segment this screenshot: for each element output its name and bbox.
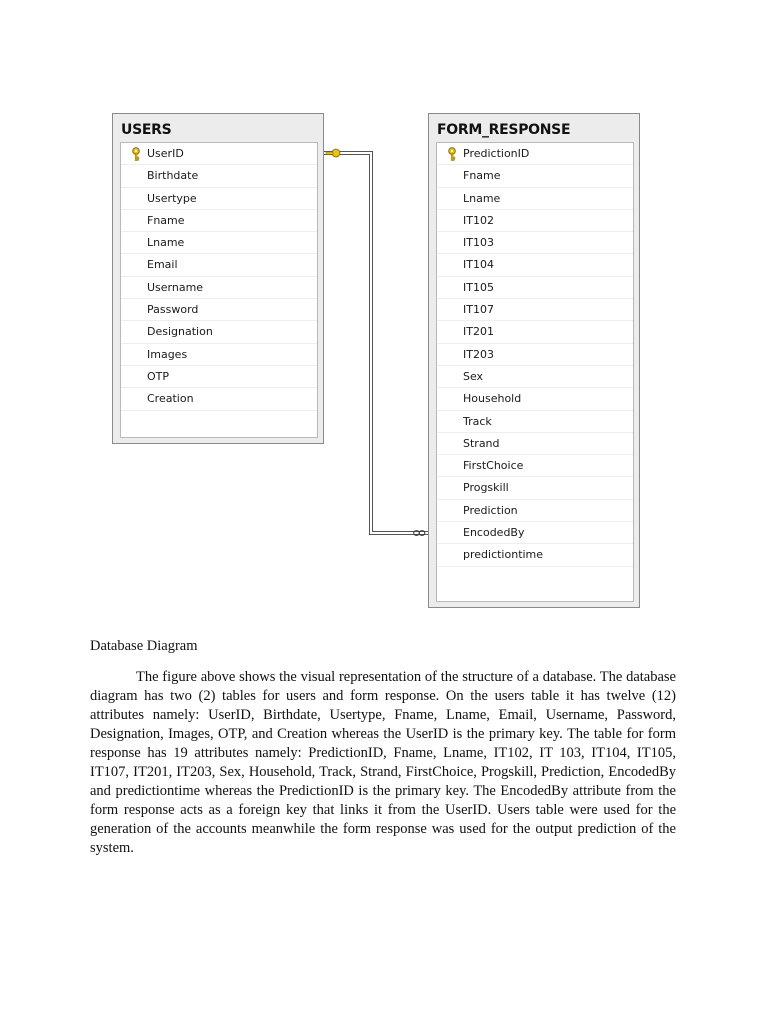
field-row[interactable]: [437, 522, 633, 544]
field-row[interactable]: [437, 433, 633, 455]
field-name: Household: [463, 392, 522, 406]
field-row[interactable]: [121, 232, 317, 254]
field-name: Images: [147, 347, 188, 361]
users-table[interactable]: [112, 113, 324, 444]
field-name: OTP: [147, 369, 170, 383]
field-name: Strand: [463, 436, 500, 450]
field-row[interactable]: [437, 455, 633, 477]
field-row[interactable]: [121, 143, 317, 165]
field-name: IT105: [463, 280, 494, 294]
field-name: Lname: [147, 236, 185, 250]
field-name: Track: [463, 414, 492, 428]
field-name: predictiontime: [463, 548, 544, 562]
field-name: IT103: [463, 236, 494, 250]
field-row[interactable]: [121, 366, 317, 388]
field-row[interactable]: [437, 143, 633, 165]
field-name: Designation: [147, 325, 213, 339]
field-name: Fname: [463, 169, 501, 183]
field-name: Password: [147, 303, 199, 317]
field-row[interactable]: [121, 210, 317, 232]
field-name: IT107: [463, 303, 494, 317]
field-row[interactable]: [437, 366, 633, 388]
field-name: FirstChoice: [463, 459, 524, 473]
primary-key-icon: [130, 147, 142, 161]
primary-key-icon: [446, 147, 458, 161]
field-row[interactable]: [437, 188, 633, 210]
field-name: Progskill: [463, 481, 509, 495]
field-row[interactable]: [121, 299, 317, 321]
field-row[interactable]: [121, 388, 317, 410]
field-name: Email: [147, 258, 178, 272]
form-response-table[interactable]: [428, 113, 640, 608]
field-name: Birthdate: [147, 169, 199, 183]
field-row[interactable]: [437, 344, 633, 366]
body-paragraph: The figure above shows the visual representation of the structure of a database. The database diagram has two (2) tables for users and form response. On the users table it has twelve (12) attributes namely: UserID, Birthdate, Usertype, Fname, Lname, Email, Username, Password, Designation, Images, OTP, and Creation whereas the UserID is the primary key. The table for form response has 19 attributes namely: PredictionID, Fname, Lname, IT102, IT 103, IT104, IT105, IT107, IT201, IT203, Sex, Household, Track, Strand, FirstChoice, Progskill, Prediction, EncodedBy and predictiontime whereas the PredictionID is the primary key. The EncodedBy attribute from the form response acts as a foreign key that links it from the UserID. Users table were used for the generation of the accounts meanwhile the form response was used for the output prediction of the system.: [90, 669, 676, 856]
field-name: Username: [147, 280, 204, 294]
field-row[interactable]: [437, 500, 633, 522]
field-name: IT203: [463, 347, 494, 361]
field-row[interactable]: [121, 344, 317, 366]
users-table-title: USERS: [121, 122, 172, 138]
users-table-fields: [120, 142, 318, 438]
field-row[interactable]: [437, 210, 633, 232]
field-row[interactable]: [437, 165, 633, 187]
field-row[interactable]: [121, 188, 317, 210]
figure-caption: Database Diagram: [90, 638, 198, 654]
field-row[interactable]: [121, 321, 317, 343]
relationship-one-end-key-icon: [326, 149, 340, 157]
field-name: IT201: [463, 325, 494, 339]
field-name: Creation: [147, 392, 194, 406]
field-name: PredictionID: [463, 147, 530, 160]
field-row[interactable]: [437, 388, 633, 410]
field-row[interactable]: [121, 165, 317, 187]
field-name: Usertype: [147, 191, 197, 205]
field-row[interactable]: [121, 254, 317, 276]
field-row[interactable]: [437, 254, 633, 276]
field-name: Prediction: [463, 503, 518, 517]
field-row[interactable]: [437, 411, 633, 433]
field-name: EncodedBy: [463, 526, 525, 540]
field-row[interactable]: [437, 299, 633, 321]
form-response-table-title: FORM_RESPONSE: [437, 122, 571, 138]
field-row[interactable]: [437, 477, 633, 499]
field-row[interactable]: [437, 277, 633, 299]
field-row[interactable]: [121, 277, 317, 299]
field-row[interactable]: [437, 232, 633, 254]
field-name: Fname: [147, 213, 185, 227]
field-name: Lname: [463, 191, 501, 205]
field-name: IT102: [463, 213, 494, 227]
field-row[interactable]: [437, 544, 633, 566]
field-name: UserID: [147, 147, 184, 160]
field-row[interactable]: [437, 321, 633, 343]
field-name: IT104: [463, 258, 494, 272]
field-name: Sex: [463, 369, 484, 383]
form-response-table-fields: [436, 142, 634, 602]
